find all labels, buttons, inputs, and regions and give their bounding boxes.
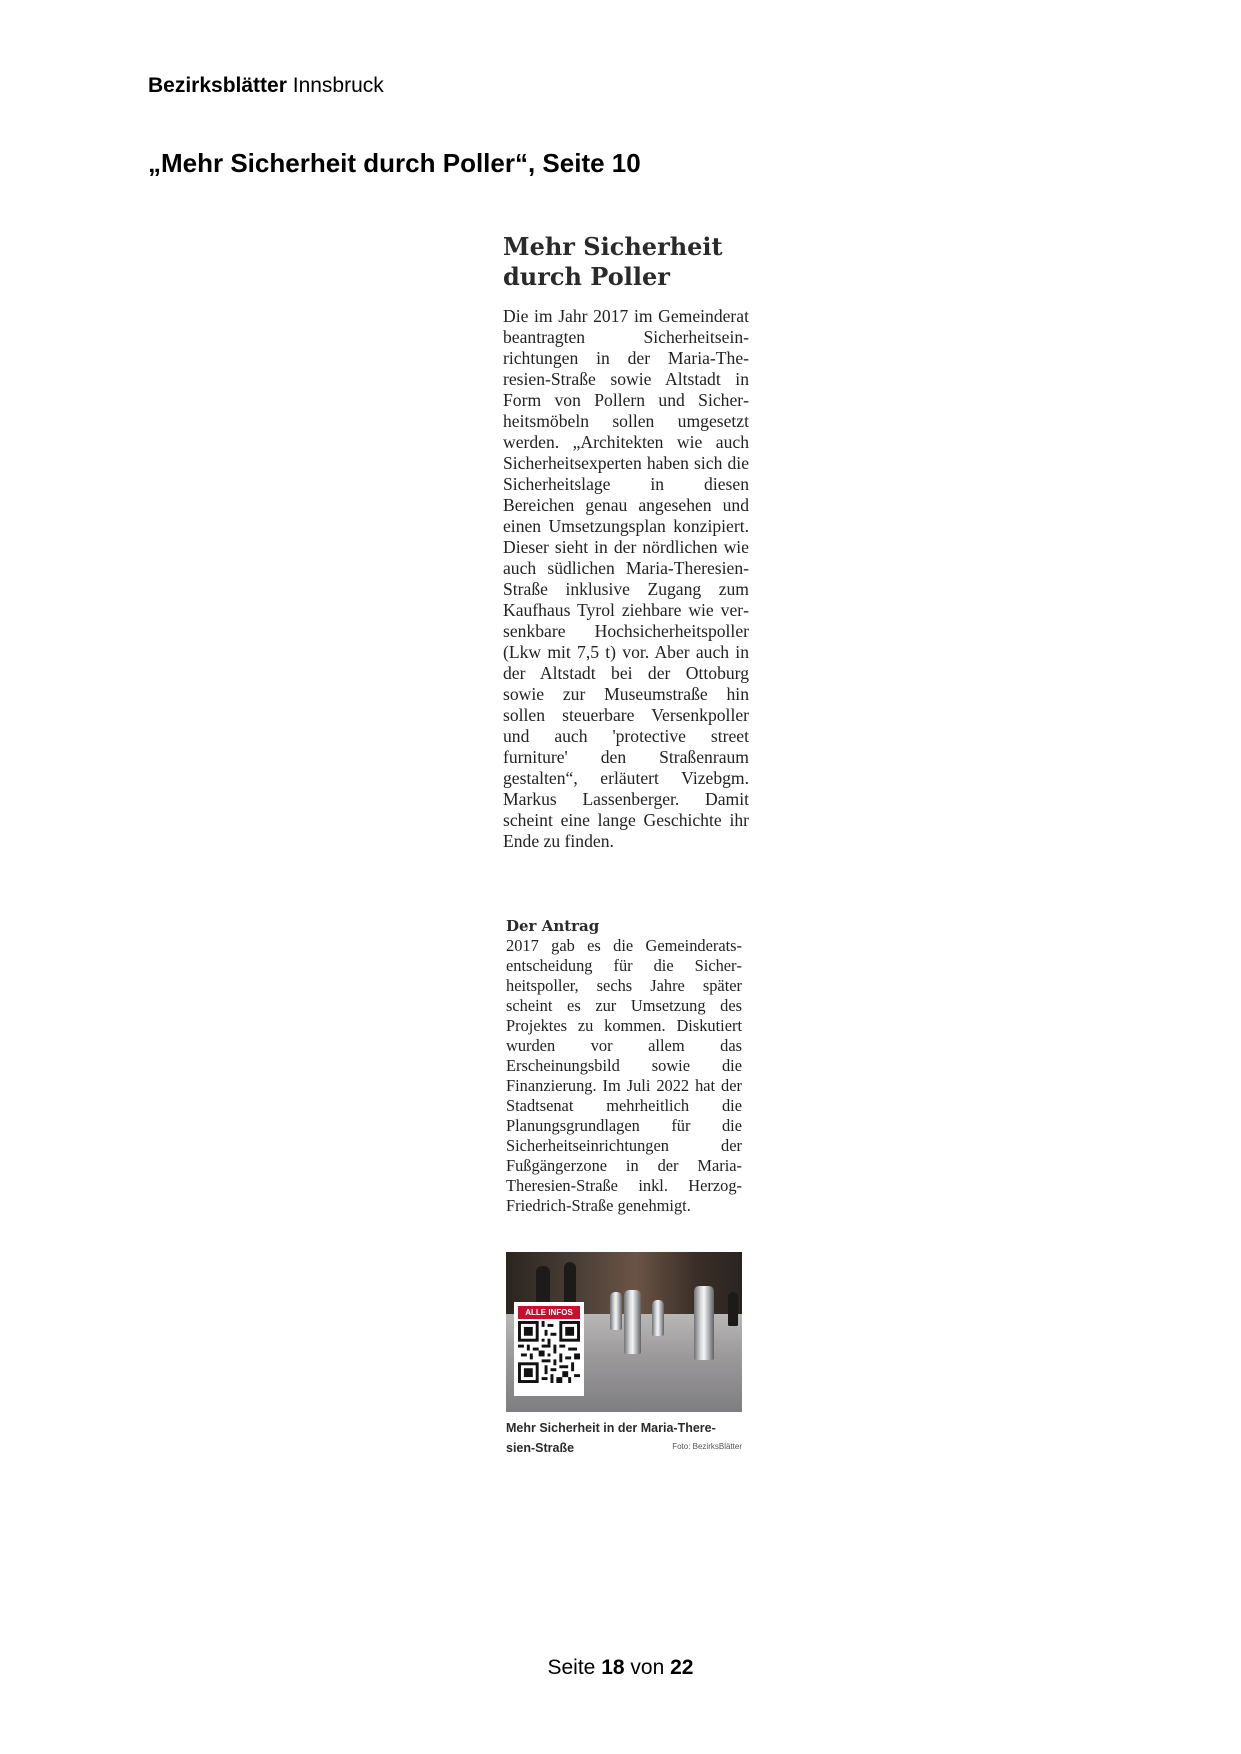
info-box-heading: Der Antrag [506, 917, 600, 935]
publication-name: Bezirksblätter [148, 74, 287, 97]
bollard [694, 1286, 714, 1360]
article-clipping [503, 232, 749, 852]
page-footer [0, 1656, 1241, 1680]
current-page-number: 18 [601, 1656, 625, 1679]
publication-header [148, 74, 384, 98]
footer-middle: von [630, 1656, 665, 1679]
caption-line-1: Mehr Sicherheit in der Maria-There- [506, 1421, 716, 1435]
bollard [624, 1290, 641, 1354]
qr-badge-label: ALLE INFOS [518, 1306, 580, 1319]
reference-title: „Mehr Sicherheit durch Poller“, Seite 10 [148, 148, 641, 178]
publication-city: Innsbruck [292, 74, 384, 97]
info-box [506, 916, 742, 1216]
qr-code-badge[interactable] [514, 1302, 584, 1396]
footer-prefix: Seite [547, 1656, 596, 1679]
photo-pedestrian [728, 1292, 738, 1326]
headline-line-1: Mehr Sicherheit [503, 232, 723, 261]
qr-code-icon [518, 1321, 580, 1383]
photo-caption [506, 1418, 742, 1458]
article-body: Die im Jahr 2017 im Gemeinderat beantragten Sicherheitseinrichtungen in der Maria-Theresien-Straße sowie Altstadt in Form von Pollern und Sicherheitsmöbeln sollen umgesetzt werden. „Architekten wie auch Sicherheitsexperten haben sich die Sicherheitslage in diesen Bereichen genau angesehen und einen Umsetzungsplan konzipiert. Dieser sieht in der nördlichen wie auch südlichen Maria-Theresien-Straße inklusive Zugang zum Kaufhaus Tyrol ziehbare wie versenkbare Hochsicherheitspoller (Lkw mit 7,5 t) vor. Aber auch in der Altstadt bei der Ottoburg sowie zur Museumstraße hin sollen steuerbare Versenkpoller und auch 'protective street furniture' den Straßenraum gestalten“, erläutert Vizebgm. Markus Lassenberger. Damit scheint eine lange Geschichte ihr Ende zu finden. [503, 306, 749, 851]
bollard [610, 1292, 622, 1330]
bollard-photo [506, 1252, 742, 1412]
total-pages: 22 [670, 1656, 694, 1679]
caption-line-2: sien-Straße [506, 1441, 575, 1455]
headline-line-2: durch Poller [503, 262, 670, 291]
bollard [652, 1300, 664, 1336]
article-headline [503, 232, 743, 292]
info-box-text: 2017 gab es die Gemeinderatsentscheidung für die Sicherheitspoller, sechs Jahre später scheint es zur Umsetzung des Projektes zu kommen. Diskutiert wurden vor allem das Erscheinungsbild sowie die Finanzierung. Im Juli 2022 hat der Stadtsenat mehrheitlich die Planungsgrundlagen für die Sicherheitseinrichtungen der Fußgängerzone in der Maria-Theresien-Straße inkl. Herzog-Friedrich-Straße genehmigt. [506, 936, 742, 1215]
photo-credit: Foto: BezirksBlätter [672, 1442, 742, 1451]
caption-text [506, 1418, 742, 1458]
